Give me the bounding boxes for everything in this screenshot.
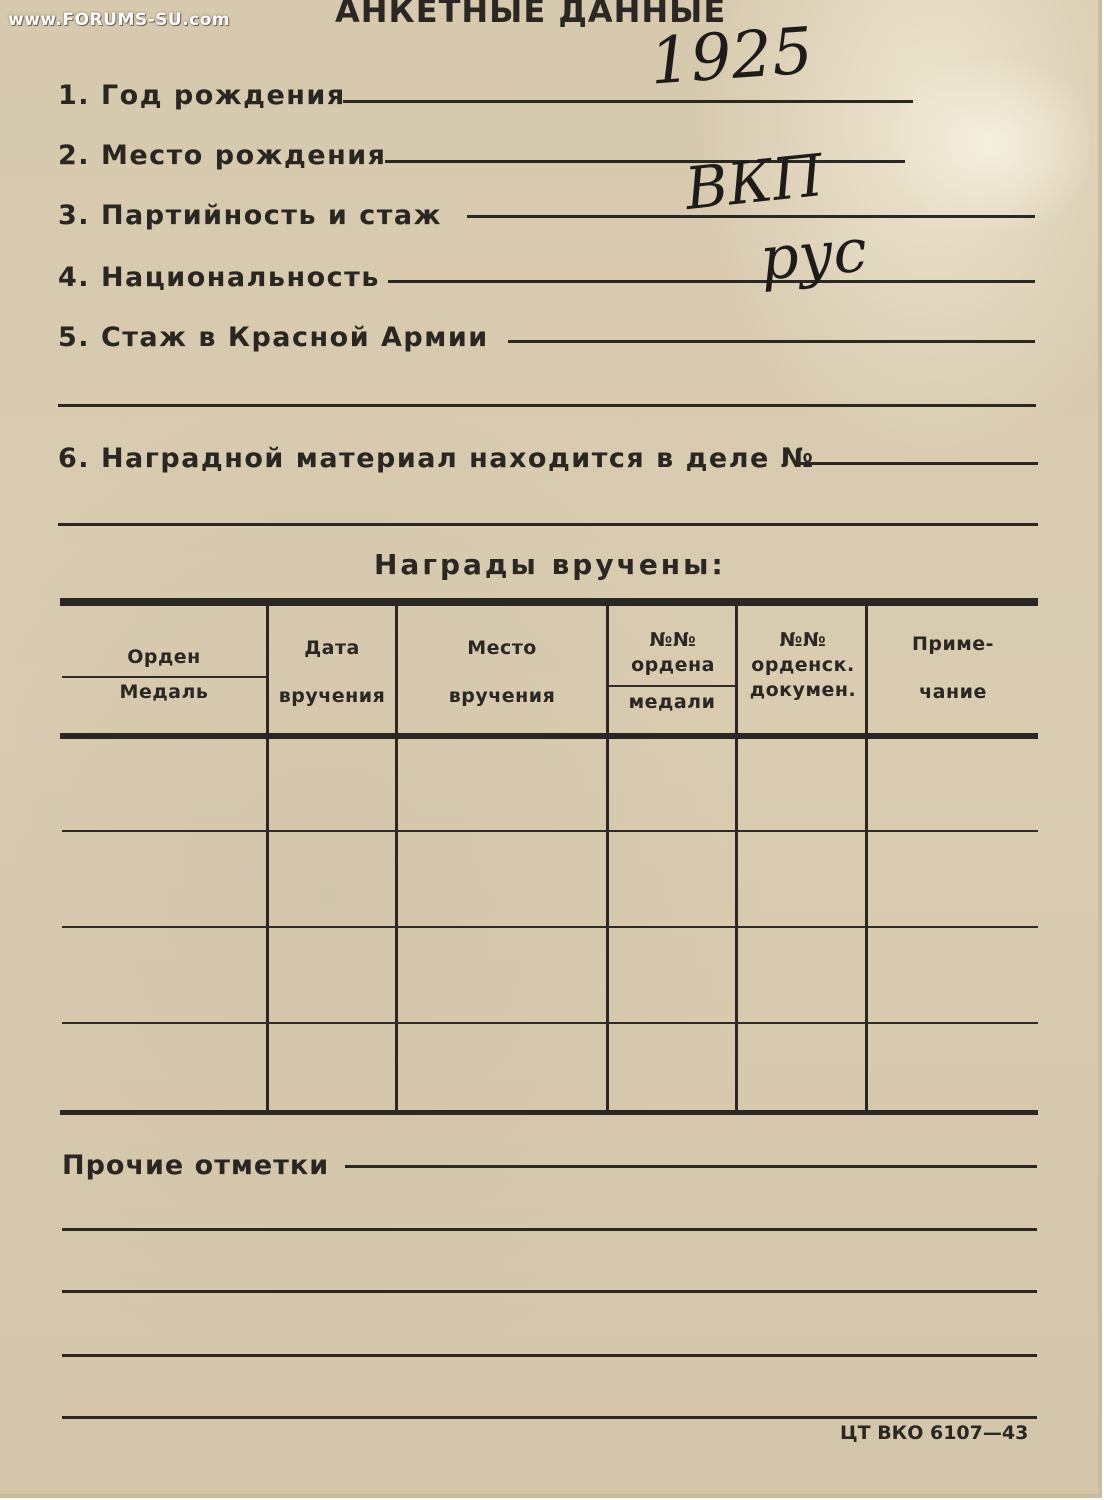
nationality-line [388, 280, 1035, 283]
field-birth-year [58, 80, 346, 111]
field-birthplace [58, 140, 387, 171]
field-number: 5. [58, 322, 91, 353]
column-divider [266, 606, 269, 1110]
award-file-extra-line [58, 523, 1038, 526]
col-head-medal: Медаль [119, 681, 209, 703]
army-service-extra-line [58, 404, 1036, 407]
paper-stain [890, 60, 1090, 230]
field-label: Партийность и стаж [100, 200, 442, 231]
field-label: Место рождения [100, 140, 387, 171]
col-head-date-sub: вручения [278, 685, 386, 707]
other-marks-label: Прочие отметки [62, 1150, 330, 1181]
print-code: ЦТ ВКО 6107—43 [840, 1422, 1029, 1444]
field-label: Наградной материал находится в деле № [100, 443, 815, 474]
table-header-border [60, 733, 1038, 739]
field-army-service [58, 322, 489, 353]
col-head-order: Орден [127, 646, 201, 668]
army-service-line [508, 340, 1035, 343]
table-bottom-border [60, 1110, 1038, 1115]
field-number: 3. [58, 200, 91, 231]
header-subdivider [609, 685, 735, 687]
column-divider [735, 606, 738, 1110]
col-head-order-number: №№ ордена [631, 629, 715, 676]
table-row-line [62, 1022, 1038, 1024]
other-marks-line [345, 1165, 1037, 1168]
col-head-medal-number: медали [628, 691, 716, 713]
birth-year-line [343, 100, 913, 103]
other-marks-line [62, 1228, 1037, 1231]
field-number: 1. [58, 80, 91, 111]
col-head-place-sub: вручения [448, 685, 556, 707]
field-number: 2. [58, 140, 91, 171]
header-subdivider [62, 676, 266, 678]
col-head-note: Приме- [911, 633, 995, 655]
field-nationality [58, 262, 380, 293]
field-label: Год рождения [100, 80, 346, 111]
column-divider [395, 606, 398, 1110]
birthplace-line [385, 160, 905, 163]
field-award-file [58, 443, 815, 474]
field-number: 6. [58, 443, 91, 474]
field-number: 4. [58, 262, 91, 293]
award-file-line [795, 462, 1038, 465]
col-head-note-sub: чание [919, 681, 987, 703]
card-header: АНКЕТНЫЕ ДАННЫЕ [335, 0, 727, 30]
col-head-date: Дата [304, 637, 360, 659]
column-divider [606, 606, 609, 1110]
table-top-border [60, 598, 1038, 606]
table-row-line [62, 926, 1038, 928]
other-marks-line [62, 1290, 1037, 1293]
handwritten-party: ВКП [681, 140, 827, 224]
col-head-place: Место [467, 637, 537, 659]
handwritten-nationality: рус [757, 215, 870, 295]
table-title: Награды вручены: [374, 548, 726, 581]
other-marks-line [62, 1354, 1037, 1357]
table-row-line [62, 830, 1038, 832]
watermark: www.FORUMS-SU.com [8, 10, 231, 30]
field-party [58, 200, 442, 231]
handwritten-birth-year: 1925 [647, 14, 816, 100]
col-head-document-number: №№ орденск. докумен. [749, 629, 857, 701]
other-marks-line [62, 1416, 1037, 1419]
field-label: Стаж в Красной Армии [100, 322, 489, 353]
field-label: Национальность [100, 262, 380, 293]
